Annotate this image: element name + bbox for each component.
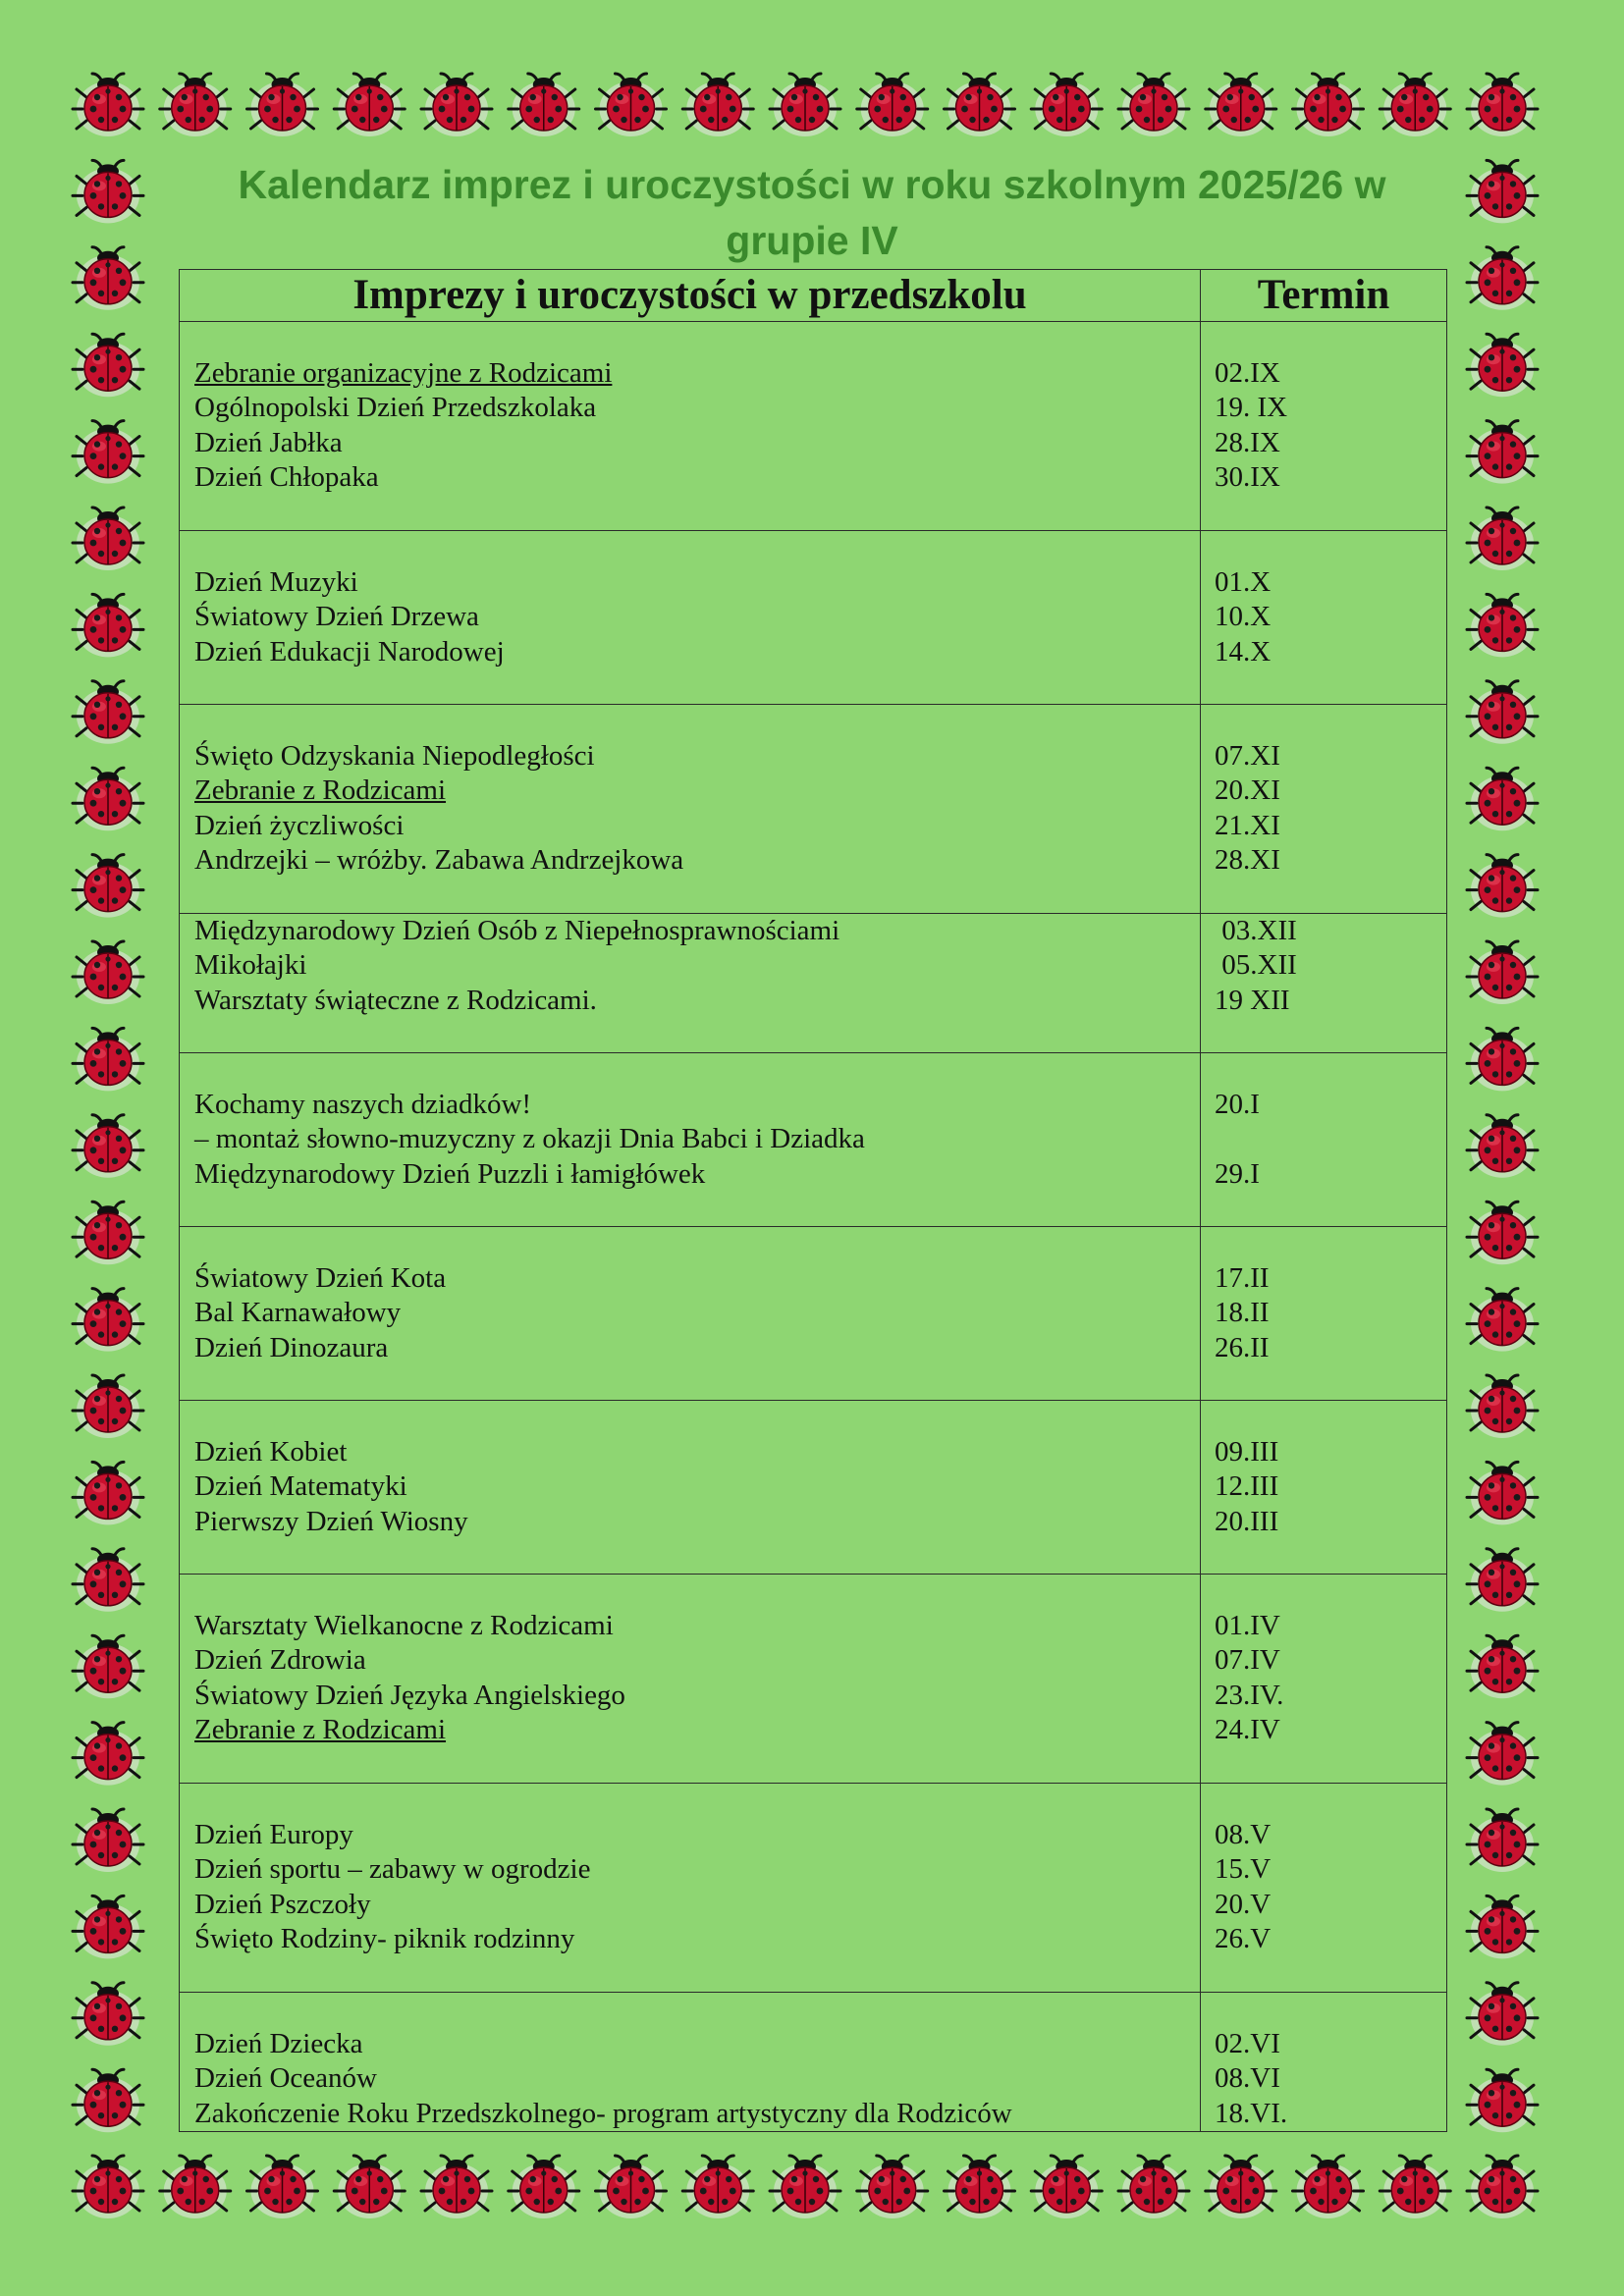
ladybug-icon <box>945 74 1015 136</box>
ladybug-icon <box>1293 2156 1364 2218</box>
event-date: 10.X <box>1215 601 1272 633</box>
ladybug-icon <box>73 855 143 918</box>
event-name: Międzynarodowy Dzień Puzzli i łamigłówek <box>194 1157 706 1190</box>
event-date: 20.V <box>1215 1888 1272 1920</box>
event-name: Światowy Dzień Drzewa <box>194 601 479 633</box>
ladybug-icon <box>73 1983 143 2046</box>
event-cell <box>180 1227 1201 1401</box>
table-row <box>180 1227 1447 1401</box>
ladybug-icon <box>682 74 753 136</box>
ladybug-icon <box>596 2156 667 2218</box>
event-cell <box>180 914 1201 1053</box>
event-date: 02.IX <box>1215 357 1280 389</box>
table-row <box>180 322 1447 531</box>
ladybug-icon <box>73 941 143 1004</box>
event-cell <box>180 531 1201 705</box>
ladybug-icon <box>334 74 405 136</box>
ladybug-icon <box>73 1028 143 1091</box>
event-name: Dzień Zdrowia <box>194 1644 366 1677</box>
event-date: 19 XII <box>1215 984 1290 1016</box>
ladybug-icon <box>160 74 231 136</box>
ladybug-icon <box>1467 247 1538 310</box>
event-date: 18.II <box>1215 1297 1270 1329</box>
event-name: Dzień Europy <box>194 1819 353 1850</box>
ladybug-icon <box>1031 2156 1102 2218</box>
event-name: Pierwszy Dzień Wiosny <box>194 1505 468 1537</box>
ladybug-icon <box>73 334 143 397</box>
table-row <box>180 1784 1447 1993</box>
ladybug-icon <box>1467 1809 1538 1872</box>
event-name: Andrzejki – wróżby. Zabawa Andrzejkowa <box>194 843 684 876</box>
event-date: 24.IV <box>1215 1713 1280 1745</box>
ladybug-icon <box>73 2069 143 2132</box>
event-name: Święto Rodziny- piknik rodzinny <box>194 1922 575 1954</box>
table-header-row <box>180 270 1447 322</box>
event-name: Dzień Dinozaura <box>194 1331 389 1363</box>
ladybug-icon <box>160 2156 231 2218</box>
event-name: Dzień Dziecka <box>194 2028 363 2059</box>
event-name: Zebranie z Rodzicami <box>194 774 447 807</box>
event-name: Światowy Dzień Języka Angielskiego <box>194 1679 625 1711</box>
event-date: 23.IV. <box>1215 1679 1284 1711</box>
event-date: 01.IV <box>1215 1610 1280 1641</box>
event-name: Dzień Matematyki <box>194 1470 407 1503</box>
event-name: Zebranie z Rodzicami <box>194 1713 447 1745</box>
table-row <box>180 1575 1447 1784</box>
ladybug-icon <box>1467 1028 1538 1091</box>
event-name: Dzień sportu – zabawy w ogrodzie <box>194 1853 591 1886</box>
event-date: 05.XII <box>1215 949 1297 982</box>
event-date <box>1215 1122 1446 1156</box>
table-row <box>180 1053 1447 1227</box>
event-date: 21.XI <box>1215 809 1280 841</box>
event-name: Dzień Muzyki <box>194 566 358 598</box>
date-cell <box>1201 1053 1447 1227</box>
page-title: Kalendarz imprez i uroczystości w roku szkolnym 2025/26 w grupie IV <box>238 162 1386 263</box>
ladybug-icon <box>73 507 143 570</box>
event-name: Dzień Pszczoły <box>194 1888 371 1920</box>
ladybug-icon <box>73 768 143 830</box>
ladybug-icon <box>334 2156 405 2218</box>
event-date: 20.III <box>1215 1505 1279 1537</box>
ladybug-icon <box>1380 2156 1450 2218</box>
ladybug-icon <box>1031 74 1102 136</box>
event-date: 12.III <box>1215 1470 1279 1503</box>
event-date: 09.III <box>1215 1436 1279 1468</box>
ladybug-icon <box>247 74 318 136</box>
ladybug-icon <box>73 1723 143 1786</box>
ladybug-icon <box>73 2156 143 2218</box>
ladybug-icon <box>73 1635 143 1698</box>
ladybug-icon <box>857 74 928 136</box>
date-cell <box>1201 705 1447 914</box>
event-date: 07.IV <box>1215 1644 1280 1677</box>
ladybug-icon <box>1467 1462 1538 1524</box>
event-date: 26.V <box>1215 1922 1272 1954</box>
event-name: – montaż słowno-muzyczny z okazji Dnia Babci i Dziadka <box>194 1123 865 1155</box>
ladybug-icon <box>1467 1723 1538 1786</box>
event-name: Warsztaty Wielkanocne z Rodzicami <box>194 1610 614 1641</box>
ladybug-icon <box>509 2156 579 2218</box>
event-cell <box>180 1053 1201 1227</box>
event-date: 29.I <box>1215 1157 1260 1190</box>
ladybug-icon <box>1467 594 1538 657</box>
ladybug-icon <box>1467 1201 1538 1264</box>
ladybug-icon <box>1467 1289 1538 1352</box>
ladybug-icon <box>73 1549 143 1612</box>
date-cell <box>1201 1993 1447 2132</box>
date-cell <box>1201 914 1447 1053</box>
event-cell <box>180 1401 1201 1575</box>
event-date: 08.VI <box>1215 2062 1280 2095</box>
ladybug-icon <box>73 1289 143 1352</box>
ladybug-icon <box>73 74 143 136</box>
ladybug-icon <box>1467 160 1538 223</box>
ladybug-icon <box>1467 74 1538 136</box>
date-cell <box>1201 531 1447 705</box>
event-cell <box>180 322 1201 531</box>
table-row <box>180 914 1447 1053</box>
date-cell <box>1201 1784 1447 1993</box>
event-date: 08.V <box>1215 1819 1272 1850</box>
ladybug-icon <box>247 2156 318 2218</box>
table-row <box>180 531 1447 705</box>
ladybug-icon <box>682 2156 753 2218</box>
ladybug-icon <box>1467 1115 1538 1178</box>
ladybug-icon <box>1467 768 1538 830</box>
event-date: 14.X <box>1215 635 1272 667</box>
date-cell <box>1201 322 1447 531</box>
event-name: Dzień Kobiet <box>194 1436 348 1468</box>
ladybug-icon <box>945 2156 1015 2218</box>
event-date: 28.XI <box>1215 843 1280 876</box>
table-row <box>180 1401 1447 1575</box>
ladybug-icon <box>1467 334 1538 397</box>
event-name: Dzień Edukacji Narodowej <box>194 635 505 667</box>
header-date: Termin <box>1201 270 1447 322</box>
ladybug-icon <box>1293 74 1364 136</box>
event-cell <box>180 1575 1201 1784</box>
table-row <box>180 705 1447 914</box>
ladybug-icon <box>73 681 143 744</box>
event-name: Zebranie organizacyjne z Rodzicami <box>194 357 613 389</box>
ladybug-icon <box>1467 421 1538 484</box>
ladybug-icon <box>857 2156 928 2218</box>
ladybug-icon <box>73 1809 143 1872</box>
ladybug-icon <box>1467 2069 1538 2132</box>
table-row <box>180 1993 1447 2132</box>
event-date: 17.II <box>1215 1262 1270 1294</box>
event-date: 20.XI <box>1215 774 1280 807</box>
ladybug-icon <box>770 2156 840 2218</box>
ladybug-icon <box>73 1115 143 1178</box>
ladybug-icon <box>73 1462 143 1524</box>
ladybug-icon <box>1118 2156 1189 2218</box>
ladybug-icon <box>1467 855 1538 918</box>
ladybug-icon <box>1467 1375 1538 1438</box>
ladybug-icon <box>1206 2156 1276 2218</box>
event-name: Światowy Dzień Kota <box>194 1262 447 1294</box>
event-cell <box>180 1784 1201 1993</box>
event-name: Bal Karnawałowy <box>194 1297 402 1329</box>
event-date: 02.VI <box>1215 2028 1280 2059</box>
event-name: Międzynarodowy Dzień Osób z Niepełnosprawnościami <box>194 915 840 946</box>
ladybug-icon <box>1118 74 1189 136</box>
ladybug-icon <box>1467 1635 1538 1698</box>
ladybug-icon <box>73 421 143 484</box>
ladybug-icon <box>1467 1896 1538 1958</box>
event-name: Dzień Oceanów <box>194 2062 377 2095</box>
ladybug-icon <box>1380 74 1450 136</box>
event-name: Dzień Chłopaka <box>194 460 379 493</box>
event-cell <box>180 1993 1201 2132</box>
event-name: Święto Odzyskania Niepodległości <box>194 740 595 772</box>
ladybug-icon <box>421 74 492 136</box>
event-name: Kochamy naszych dziadków! <box>194 1089 532 1120</box>
date-cell <box>1201 1401 1447 1575</box>
date-cell <box>1201 1227 1447 1401</box>
event-date: 01.X <box>1215 566 1272 598</box>
event-date: 30.IX <box>1215 460 1280 493</box>
event-cell <box>180 705 1201 914</box>
event-date: 19. IX <box>1215 392 1288 424</box>
event-name: Ogólnopolski Dzień Przedszkolaka <box>194 392 597 424</box>
ladybug-icon <box>1467 1983 1538 2046</box>
event-name: Dzień życzliwości <box>194 809 405 841</box>
ladybug-icon <box>73 1375 143 1438</box>
ladybug-icon <box>1467 2156 1538 2218</box>
events-table <box>179 269 1447 2132</box>
event-name: Dzień Jabłka <box>194 426 343 458</box>
date-cell <box>1201 1575 1447 1784</box>
event-date: 20.I <box>1215 1089 1260 1120</box>
ladybug-icon <box>1467 941 1538 1004</box>
ladybug-icon <box>509 74 579 136</box>
event-date: 18.VI. <box>1215 2097 1288 2129</box>
event-date: 28.IX <box>1215 426 1280 458</box>
event-date: 26.II <box>1215 1331 1270 1363</box>
ladybug-icon <box>73 1896 143 1958</box>
ladybug-icon <box>770 74 840 136</box>
ladybug-icon <box>1467 1549 1538 1612</box>
event-date: 03.XII <box>1215 915 1297 946</box>
ladybug-icon <box>73 160 143 223</box>
event-name: Warsztaty świąteczne z Rodzicami. <box>194 984 597 1016</box>
event-date: 15.V <box>1215 1853 1272 1886</box>
ladybug-icon <box>73 1201 143 1264</box>
ladybug-icon <box>73 247 143 310</box>
event-name: Mikołajki <box>194 949 307 982</box>
ladybug-icon <box>1467 507 1538 570</box>
header-events: Imprezy i uroczystości w przedszkolu <box>180 270 1201 322</box>
ladybug-icon <box>1206 74 1276 136</box>
ladybug-icon <box>73 594 143 657</box>
event-name: Zakończenie Roku Przedszkolnego- program artystyczny dla Rodziców <box>194 2097 1012 2129</box>
ladybug-icon <box>1467 681 1538 744</box>
event-date: 07.XI <box>1215 740 1280 772</box>
ladybug-icon <box>421 2156 492 2218</box>
ladybug-icon <box>596 74 667 136</box>
